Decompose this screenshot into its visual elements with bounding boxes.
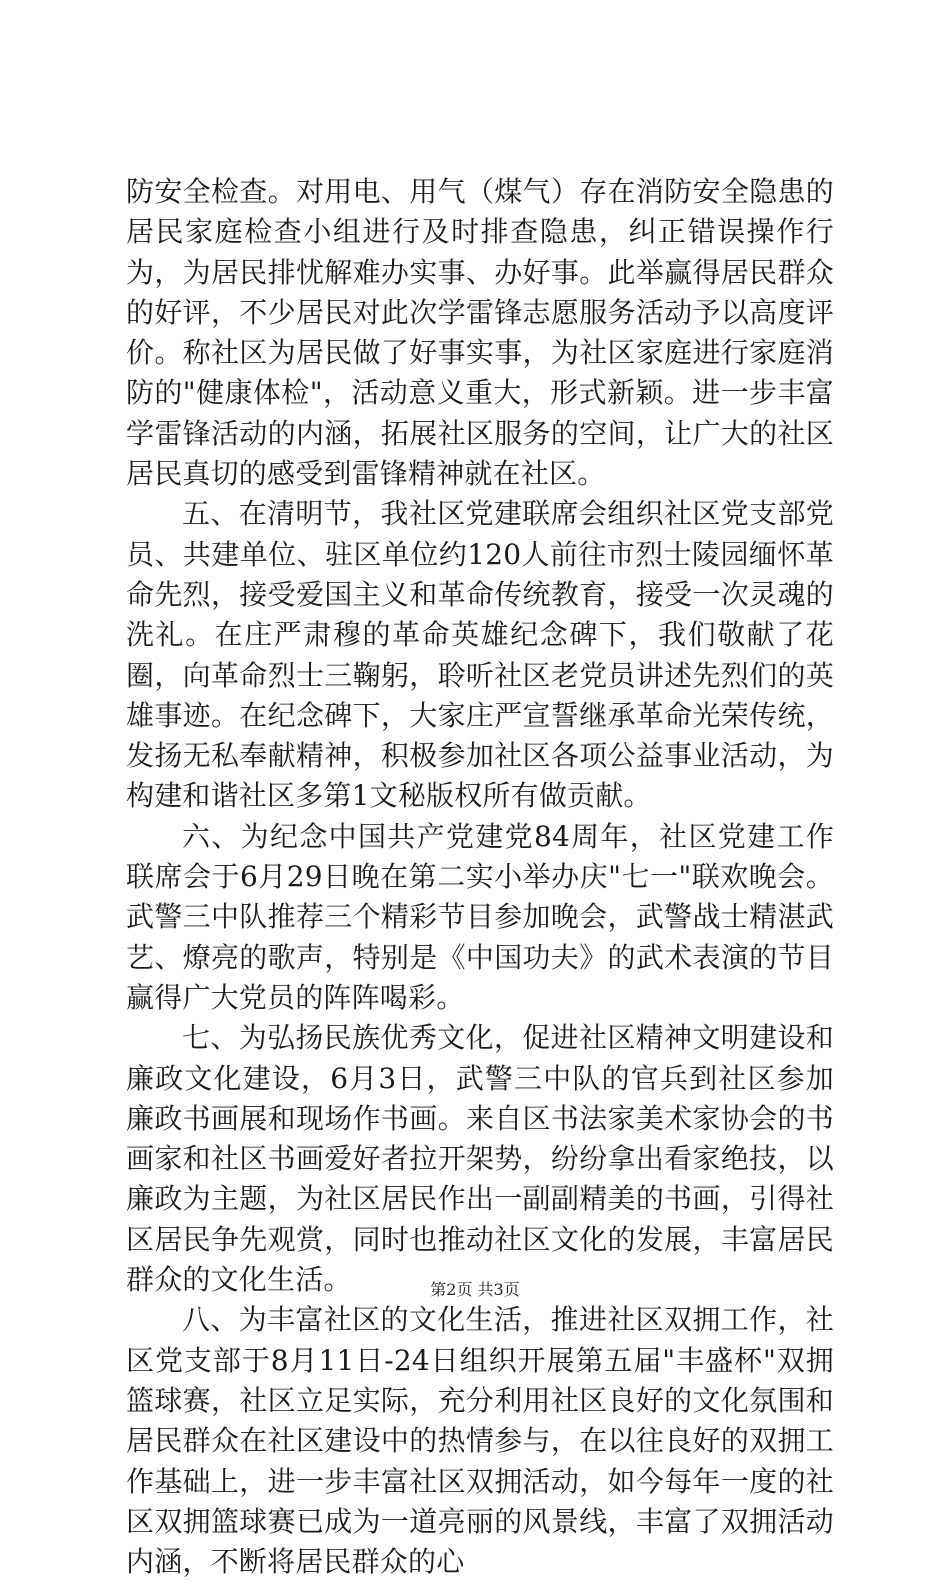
page-footer: 第2页 共3页 (430, 1280, 520, 1299)
paragraph-continuation: 防安全检查。对用电、用气（煤气）存在消防安全隐患的居民家庭检查小组进行及时排查隐患，纠正错误操作行为，为居民排忧解难办实事、办好事。此举赢得居民群众的好评，不少居民对此次学雷锋志愿服务活动予以高度评价。称社区为居民做了好事实事，为社区家庭进行家庭消防的"健康体检"，活动意义重大，形式新颖。进一步丰富学雷锋活动的内涵，拓展社区服务的空间，让广大的社区居民真切的感受到雷锋精神就在社区。 (126, 175, 834, 491)
paragraph-item-8: 八、为丰富社区的文化生活，推进社区双拥工作，社区党支部于8月11日-24日组织开展第五届"丰盛杯"双拥篮球赛，社区立足实际，充分利用社区良好的文化氛围和居民群众在社区建设中的热情参与，在以往良好的双拥工作基础上，进一步丰富社区双拥活动，如今每年一度的社区双拥篮球赛已成为一道亮丽的风景线，丰富了双拥活动内涵，不断将居民群众的心 (126, 1303, 834, 1579)
document-body (126, 172, 834, 1582)
paragraph-item-5: 五、在清明节，我社区党建联席会组织社区党支部党员、共建单位、驻区单位约120人前往市烈士陵园缅怀革命先烈，接受爱国主义和革命传统教育，接受一次灵魂的洗礼。在庄严肃穆的革命英雄纪念碑下，我们敬献了花圈，向革命烈士三鞠躬，聆听社区老党员讲述先烈们的英雄事迹。在纪念碑下，大家庄严宣誓继承革命光荣传统，发扬无私奉献精神，积极参加社区各项公益事业活动，为构建和谐社区多第1文秘版权所有做贡献。 (126, 497, 834, 813)
paragraph-item-7: 七、为弘扬民族优秀文化，促进社区精神文明建设和廉政文化建设，6月3日，武警三中队的官兵到社区参加廉政书画展和现场作书画。来自区书法家美术家协会的书画家和社区书画爱好者拉开架势，纷纷拿出看家绝技，以廉政为主题，为社区居民作出一副副精美的书画，引得社区居民争先观赏，同时也推动社区文化的发展，丰富居民群众的文化生活。 (126, 1021, 834, 1297)
paragraph-item-6: 六、为纪念中国共产党建党84周年，社区党建工作联席会于6月29日晚在第二实小举办庆"七一"联欢晚会。武警三中队推荐三个精彩节目参加晚会，武警战士精湛武艺、燎亮的歌声，特别是《中国功夫》的武术表演的节目赢得广大党员的阵阵喝彩。 (126, 819, 834, 1014)
